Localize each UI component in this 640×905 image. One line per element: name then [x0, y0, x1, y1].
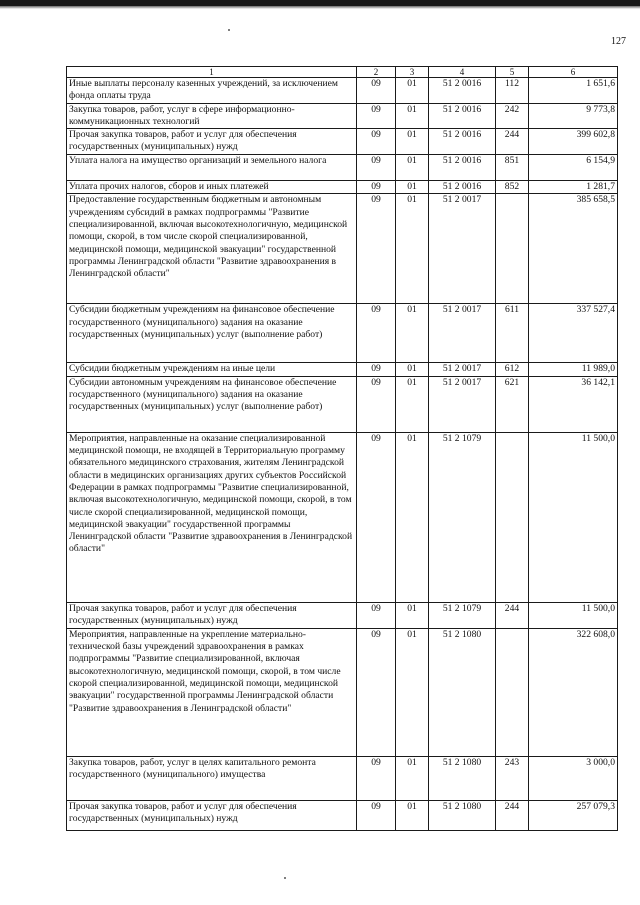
amount: 1 281,7: [529, 181, 618, 194]
subsection-code: 01: [396, 181, 429, 194]
expense-name: Уплата налога на имущество организаций и земельного налога: [67, 155, 357, 181]
subsection-code: 01: [396, 363, 429, 376]
expense-type-code: 244: [496, 602, 529, 628]
subsection-code: 01: [396, 103, 429, 129]
subsection-code: 01: [396, 432, 429, 602]
subsection-code: 01: [396, 155, 429, 181]
amount: 257 079,3: [529, 800, 618, 830]
expense-type-code: 112: [496, 78, 529, 104]
table-row: [67, 800, 618, 830]
amount: 9 773,8: [529, 103, 618, 129]
section-code: 09: [357, 194, 396, 304]
target-article-code: 51 2 1080: [429, 628, 496, 756]
target-article-code: 51 2 0016: [429, 78, 496, 104]
expense-type-code: 851: [496, 155, 529, 181]
target-article-code: 51 2 0017: [429, 376, 496, 432]
expense-name: Закупка товаров, работ, услуг в сфере информационно-коммуникационных технологий: [67, 103, 357, 129]
expense-type-code: 852: [496, 181, 529, 194]
amount: 399 602,8: [529, 129, 618, 155]
target-article-code: 51 2 0017: [429, 194, 496, 304]
amount: 11 500,0: [529, 432, 618, 602]
expense-name: Закупка товаров, работ, услуг в целях капитального ремонта государственного (муниципального) имущества: [67, 756, 357, 800]
target-article-code: 51 2 0016: [429, 181, 496, 194]
table-row: [67, 432, 618, 602]
column-header: 2: [357, 67, 396, 78]
expense-name: Прочая закупка товаров, работ и услуг для обеспечения государственных (муниципальных) нужд: [67, 602, 357, 628]
table-row: [67, 103, 618, 129]
target-article-code: 51 2 0016: [429, 129, 496, 155]
subsection-code: 01: [396, 628, 429, 756]
table-row: [67, 628, 618, 756]
target-article-code: 51 2 1080: [429, 800, 496, 830]
target-article-code: 51 2 0017: [429, 363, 496, 376]
expense-name: Мероприятия, направленные на укрепление материально-технической базы учреждений здравоохранения в рамках подпрограммы "Развитие специализированной, включая высокотехнологичную, медицинской помощи, скорой, в том числе скорой специализированной, медицинской помощи, медицинской эвакуации" государственной программы Ленинградской области "Развитие здравоохранения в Ленинградской области": [67, 628, 357, 756]
amount: 337 527,4: [529, 304, 618, 363]
expense-type-code: 621: [496, 376, 529, 432]
section-code: 09: [357, 78, 396, 104]
table-row: [67, 181, 618, 194]
table-row: [67, 602, 618, 628]
column-header: 5: [496, 67, 529, 78]
amount: 3 000,0: [529, 756, 618, 800]
expense-name: Прочая закупка товаров, работ и услуг для обеспечения государственных (муниципальных) нужд: [67, 800, 357, 830]
expense-type-code: [496, 628, 529, 756]
expense-type-code: 611: [496, 304, 529, 363]
amount: 385 658,5: [529, 194, 618, 304]
expense-type-code: 244: [496, 800, 529, 830]
table-row: [67, 78, 618, 104]
expense-name: Иные выплаты персоналу казенных учреждений, за исключением фонда оплаты труда: [67, 78, 357, 104]
subsection-code: 01: [396, 800, 429, 830]
target-article-code: 51 2 0016: [429, 103, 496, 129]
section-code: 09: [357, 628, 396, 756]
expense-name: Прочая закупка товаров, работ и услуг для обеспечения государственных (муниципальных) нужд: [67, 129, 357, 155]
table-row: [67, 304, 618, 363]
expense-name: Уплата прочих налогов, сборов и иных платежей: [67, 181, 357, 194]
section-code: 09: [357, 756, 396, 800]
subsection-code: 01: [396, 376, 429, 432]
table-row: [67, 155, 618, 181]
column-header: 3: [396, 67, 429, 78]
table-row: [67, 363, 618, 376]
section-code: 09: [357, 155, 396, 181]
amount: 1 651,6: [529, 78, 618, 104]
expense-type-code: 243: [496, 756, 529, 800]
expense-name: Субсидии бюджетным учреждениям на иные цели: [67, 363, 357, 376]
expense-name: Предоставление государственным бюджетным и автономным учреждениям субсидий в рамках подпрограммы "Развитие специализированной, включая высокотехнологичную, медицинской помощи, скорой, в том числе скорой специализированной, медицинской помощи, медицинской эвакуации" государственной программы Ленинградской области "Развитие здравоохранения в Ленинградской области": [67, 194, 357, 304]
target-article-code: 51 2 1079: [429, 602, 496, 628]
page-number: 127: [611, 36, 626, 47]
section-code: 09: [357, 181, 396, 194]
scan-speck: [228, 29, 230, 31]
section-code: 09: [357, 800, 396, 830]
expense-type-code: [496, 194, 529, 304]
table-row: [67, 129, 618, 155]
target-article-code: 51 2 0016: [429, 155, 496, 181]
column-header: 4: [429, 67, 496, 78]
section-code: 09: [357, 129, 396, 155]
amount: 36 142,1: [529, 376, 618, 432]
table-row: [67, 376, 618, 432]
subsection-code: 01: [396, 304, 429, 363]
section-code: 09: [357, 602, 396, 628]
scan-top-edge-shadow: [0, 6, 640, 9]
section-code: 09: [357, 304, 396, 363]
budget-table: [66, 66, 618, 831]
expense-type-code: [496, 432, 529, 602]
section-code: 09: [357, 432, 396, 602]
subsection-code: 01: [396, 78, 429, 104]
table-row: [67, 756, 618, 800]
target-article-code: 51 2 1079: [429, 432, 496, 602]
expense-name: Субсидии автономным учреждениям на финансовое обеспечение государственного (муниципального) задания на оказание государственных (муниципальных) услуг (выполнение работ): [67, 376, 357, 432]
amount: 11 500,0: [529, 602, 618, 628]
column-header: 6: [529, 67, 618, 78]
expense-name: Субсидии бюджетным учреждениям на финансовое обеспечение государственного (муниципального) задания на оказание государственных (муниципальных) услуг (выполнение работ): [67, 304, 357, 363]
column-header: 1: [67, 67, 357, 78]
amount: 6 154,9: [529, 155, 618, 181]
section-code: 09: [357, 103, 396, 129]
subsection-code: 01: [396, 194, 429, 304]
table-row: [67, 194, 618, 304]
target-article-code: 51 2 0017: [429, 304, 496, 363]
target-article-code: 51 2 1080: [429, 756, 496, 800]
table-header-row: [67, 67, 618, 78]
amount: 322 608,0: [529, 628, 618, 756]
subsection-code: 01: [396, 756, 429, 800]
expense-name: Мероприятия, направленные на оказание специализированной медицинской помощи, не входящей в Территориальную программу обязательного медицинского страхования, жителям Ленинградской области в медицинских организациях других субъектов Российской Федерации в рамках подпрограммы "Развитие специализированной, включая высокотехнологичную, медицинской помощи, скорой, в том числе скорой специализированной, медицинской помощи, медицинской эвакуации" государственной программы Ленинградской области "Развитие здравоохранения в Ленинградской области": [67, 432, 357, 602]
scan-speck: [284, 877, 286, 879]
amount: 11 989,0: [529, 363, 618, 376]
expense-type-code: 242: [496, 103, 529, 129]
expense-type-code: 612: [496, 363, 529, 376]
subsection-code: 01: [396, 129, 429, 155]
subsection-code: 01: [396, 602, 429, 628]
expense-type-code: 244: [496, 129, 529, 155]
section-code: 09: [357, 363, 396, 376]
section-code: 09: [357, 376, 396, 432]
